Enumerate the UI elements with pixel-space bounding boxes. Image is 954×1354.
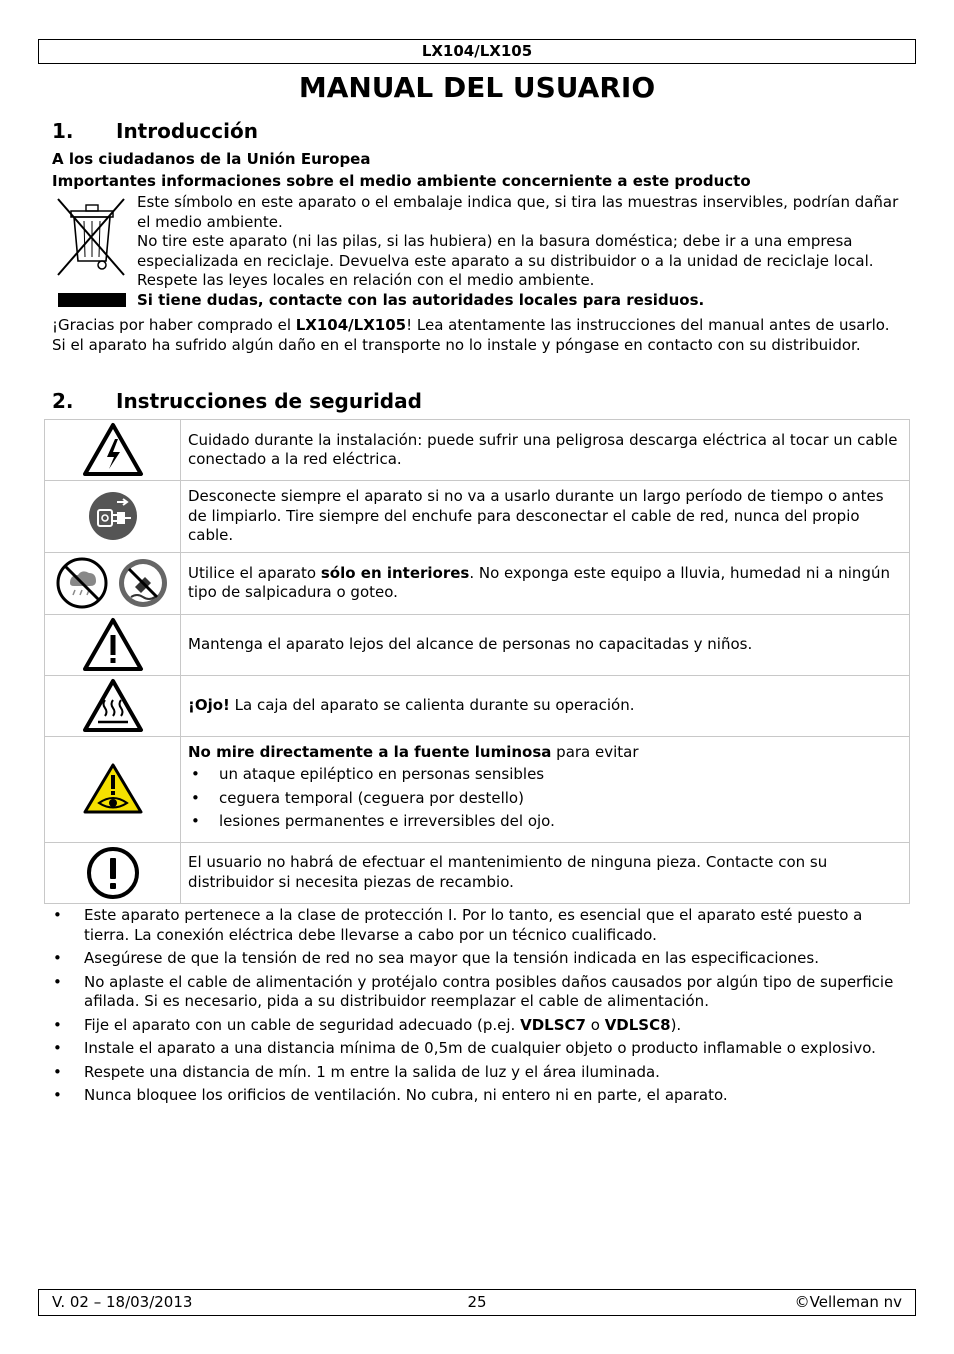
exclamation-circle-icon — [86, 846, 140, 900]
safety-row — [45, 420, 910, 481]
safety-text — [181, 552, 910, 614]
list-item — [52, 1016, 904, 1036]
icon-cell — [45, 552, 181, 614]
section-title: Introducción — [116, 119, 258, 143]
thanks-model: LX104/LX105 — [295, 316, 407, 334]
weee-crossed-bin-icon — [52, 193, 132, 309]
list-item: • Instale el aparato a una distancia mínima de 0,5m de cualquier objeto o producto inflamable o explosivo. — [52, 1039, 904, 1059]
eu-heading: A los ciudadanos de la Unión Europea — [52, 150, 371, 168]
list-item: • Nunca bloquee los orificios de ventilación. No cubra, ni entero ni en parte, el aparato. — [52, 1086, 904, 1106]
safety-text-a: Utilice el aparato — [188, 563, 321, 582]
safety-text: El usuario no habrá de efectuar el mantenimiento de ninguna pieza. Contacte con su distribuidor si necesita piezas de recambio. — [181, 842, 910, 903]
page-footer — [38, 1289, 916, 1316]
safety-text-rest: La caja del aparato se calienta durante su operación. — [229, 695, 635, 714]
icon-cell — [45, 736, 181, 842]
icon-cell — [45, 420, 181, 481]
section-number: 2. — [52, 389, 74, 413]
safety-text-b: . No exponga este equipo a lluvia, humedad ni a ningún tipo de salpicadura o goteo. — [188, 563, 890, 601]
bullet-text-c: ). — [670, 1015, 682, 1034]
footer-copyright: ©Velleman nv — [794, 1293, 902, 1311]
icon-cell — [45, 842, 181, 903]
thanks-paragraph — [52, 316, 902, 355]
page-header: LX104/LX105 — [38, 39, 916, 64]
electric-shock-warning-icon — [82, 422, 144, 478]
eye-hazard-icon — [82, 762, 144, 816]
list-item: • Asegúrese de que la tensión de red no sea mayor que la tensión indicada en las especificaciones. — [52, 949, 904, 969]
safety-bullet-list — [52, 906, 904, 1110]
bullet-model-1: VDLSC7 — [520, 1015, 586, 1034]
footer-version: V. 02 – 18/03/2013 — [52, 1293, 193, 1311]
section-2-heading — [52, 388, 422, 414]
list-item: • lesiones permanentes e irreversibles del ojo. — [188, 812, 903, 832]
section-title: Instrucciones de seguridad — [116, 389, 422, 413]
no-rain-icon — [56, 557, 108, 609]
safety-text-bold: sólo en interiores — [320, 563, 470, 582]
safety-text: Mantenga el aparato lejos del alcance de personas no capacitadas y niños. — [181, 614, 910, 675]
weee-notice — [137, 193, 907, 310]
eye-warning-line — [188, 743, 903, 763]
list-item: • Este aparato pertenece a la clase de protección I. Por lo tanto, es esencial que el aparato esté puesto a tierra. La conexión eléctrica debe llevarse a cabo por un técnico cualificado. — [52, 906, 904, 945]
section-number: 1. — [52, 119, 74, 143]
environment-heading: Importantes informaciones sobre el medio ambiente concerniente a este producto — [52, 172, 751, 190]
safety-row — [45, 614, 910, 675]
list-item: • ceguera temporal (ceguera por destello) — [188, 789, 903, 809]
safety-row — [45, 675, 910, 736]
safety-table — [44, 419, 910, 904]
eye-risk-list — [188, 765, 903, 832]
weee-text-2: No tire este aparato (ni las pilas, si las hubiera) en la basura doméstica; debe ir a una empresa especializada en reciclaje. Devuelva este aparato a su distribuidor o a la unidad de reciclaje local. Respete las leyes locales en relación con el medio ambiente. — [137, 232, 874, 289]
safety-text-rest: para evitar — [551, 742, 639, 761]
weee-text-1: Este símbolo en este aparato o el embalaje indica que, si tira las muestras inservibles, podrían dañar el medio ambiente. — [137, 193, 899, 231]
list-item: • un ataque epiléptico en personas sensibles — [188, 765, 903, 785]
hot-surface-icon — [82, 678, 144, 734]
safety-text: Cuidado durante la instalación: puede sufrir una peligrosa descarga eléctrica al tocar un cable conectado a la red eléctrica. — [181, 420, 910, 481]
safety-row — [45, 481, 910, 553]
section-1-heading — [52, 118, 258, 144]
safety-text — [181, 675, 910, 736]
bullet-text-a: Fije el aparato con un cable de seguridad adecuado (p.ej. — [84, 1015, 521, 1034]
bullet-model-2: VDLSC8 — [604, 1015, 671, 1034]
document-title: MANUAL DEL USUARIO — [298, 71, 656, 104]
no-water-icon — [117, 557, 169, 609]
safety-text — [181, 736, 910, 842]
icon-cell — [45, 675, 181, 736]
safety-row — [45, 552, 910, 614]
list-item: • Respete una distancia de mín. 1 m entre la salida de luz y el área iluminada. — [52, 1063, 904, 1083]
safety-text-bold: ¡Ojo! — [188, 695, 230, 714]
icon-cell — [45, 614, 181, 675]
list-item: • No aplaste el cable de alimentación y protéjalo contra posibles daños causados por algún tipo de superficie afilada. Si es necesario, pida a su distribuidor reemplazar el cable de alimentación. — [52, 973, 904, 1012]
safety-text-bold: No mire directamente a la fuente luminosa — [188, 742, 552, 761]
unplug-icon — [87, 490, 139, 542]
thanks-text-b: ! Lea atentamente las instrucciones del manual antes de usarlo. Si el aparato ha sufrido algún daño en el transporte no lo instale y póngase en contacto con su distribuidor. — [52, 316, 890, 354]
footer-page-number: 25 — [467, 1293, 487, 1311]
icon-cell — [45, 481, 181, 553]
safety-text: Desconecte siempre el aparato si no va a usarlo durante un largo período de tiempo o antes de limpiarlo. Tire siempre del enchufe para desconectar el cable de red, nunca del propio cable. — [181, 481, 910, 553]
thanks-text-a: ¡Gracias por haber comprado el — [52, 316, 296, 334]
safety-row — [45, 736, 910, 842]
weee-contact: Si tiene dudas, contacte con las autoridades locales para residuos. — [137, 290, 705, 309]
safety-row — [45, 842, 910, 903]
bullet-text-mid: o — [585, 1015, 605, 1034]
general-warning-icon — [82, 617, 144, 673]
